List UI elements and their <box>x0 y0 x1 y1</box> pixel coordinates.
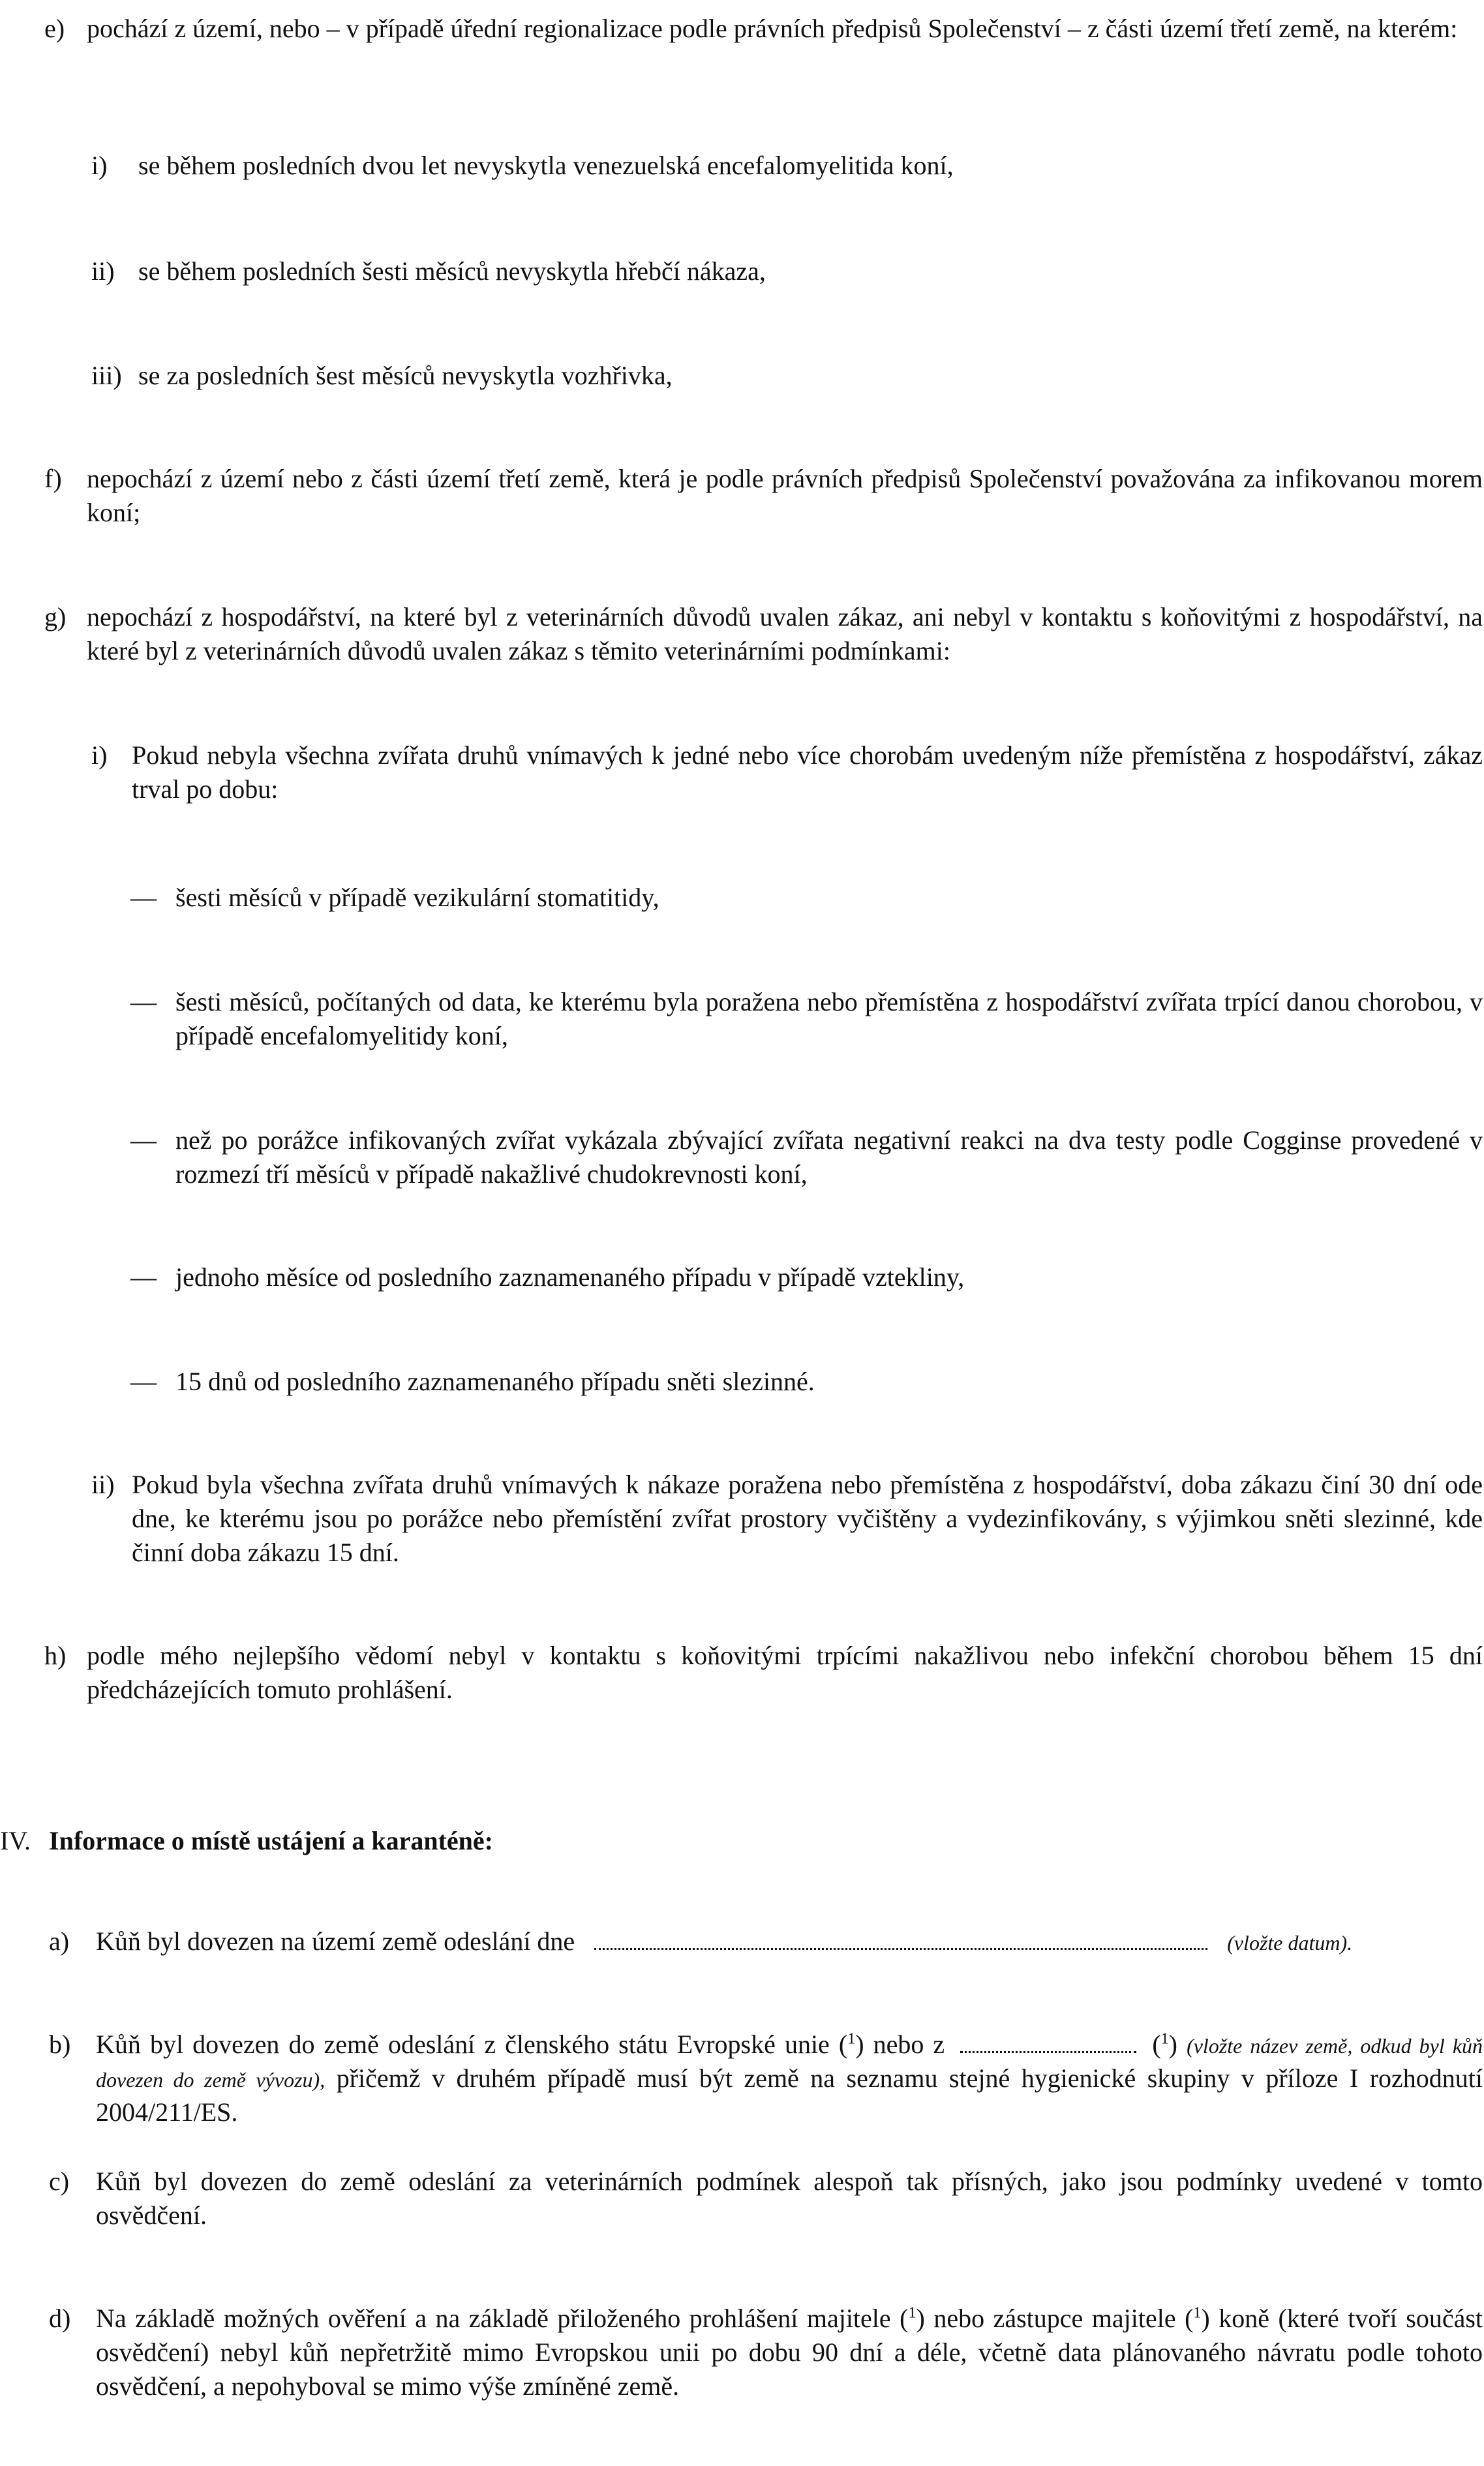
item-e-iii <box>91 359 1481 393</box>
item-h-label: h) <box>44 1641 67 1670</box>
item-g-text: nepochází z hospodářství, na které byl z veterinárních důvodů uvalen zákaz, ani nebyl v kontaktu s koňovitými z hospodářství, na které byl z veterinárních důvodů uvalen zákaz s těmito veterinárními podmínkami: <box>87 602 1483 665</box>
item-iv-a <box>49 1925 1483 1958</box>
bullet-text: 15 dnů od posledního zaznamenaného případu sněti slezinné. <box>175 1367 815 1396</box>
item-iv-b <box>49 2028 1483 2129</box>
item-e-ii-text: se během posledních šesti měsíců nevyskytla hřebčí nákaza, <box>138 256 766 286</box>
item-iv-a-text: Kůň byl dovezen na území země odeslání dne <box>96 1926 575 1956</box>
footnote-close: ) <box>1168 2030 1177 2059</box>
item-g-label: g) <box>44 602 67 632</box>
bullet-text: než po porážce infikovaných zvířat vykázala zbývající zvířata negativní reakci na dva testy podle Cogginse provedené v rozmezí tří měsíců v případě nakažlivé chudokrevnosti koní, <box>175 1125 1483 1189</box>
item-h <box>44 1639 1483 1707</box>
item-e-iii-label: iii) <box>91 361 122 390</box>
item-iv-d <box>49 2302 1483 2403</box>
item-f <box>44 462 1483 530</box>
bullet-text: šesti měsíců v případě vezikulární stomatitidy, <box>175 883 659 912</box>
bullet-item <box>130 1260 1483 1294</box>
item-f-label: f) <box>44 464 62 493</box>
footnote-ref: 1 <box>908 2304 916 2322</box>
item-g-ii-text: Pokud byla všechna zvířata druhů vnímavých k nákaze poražena nebo přemístěna z hospodářství, doba zákazu činí 30 dní ode dne, ke kterému jsou po porážce nebo přemístění zvířat prostory vyčištěny a vydezinfikovány, s výjimkou sněti slezinné, kde činní doba zákazu 15 dní. <box>132 1470 1483 1567</box>
item-iv-d-text <box>96 2302 1483 2403</box>
item-g-i <box>91 738 1483 806</box>
bullet-item <box>130 1365 1483 1399</box>
item-e-i <box>91 149 1481 183</box>
item-e <box>44 12 1483 46</box>
date-fill-line[interactable] <box>594 1928 1207 1950</box>
section-number: IV. <box>0 1826 31 1855</box>
dash-marker: — <box>130 1125 157 1155</box>
section-title: Informace o místě ustájení a karanténě: <box>49 1826 493 1855</box>
item-e-i-text: se během posledních dvou let nevyskytla venezuelská encefalomyelitida koní, <box>138 151 954 180</box>
item-g <box>44 600 1483 668</box>
bullet-text: šesti měsíců, počítaných od data, ke kterému byla poražena nebo přemístěna z hospodářství zvířata trpící danou chorobou, v případě encefalomyelitidy koní, <box>175 987 1483 1050</box>
footnote-ref: 1 <box>847 2030 856 2048</box>
item-iv-c-text: Kůň byl dovezen do země odeslání za veterinárních podmínek alespoň tak přísných, jako jsou podmínky uvedené v tomto osvědčení. <box>96 2167 1483 2230</box>
item-iv-b-text <box>96 2028 1483 2129</box>
item-iv-c <box>49 2165 1483 2232</box>
item-iv-b-label: b) <box>49 2030 71 2059</box>
bullet-item <box>130 881 1483 915</box>
item-iv-d-text-2: ) nebo zástupce majitele ( <box>916 2304 1194 2333</box>
item-iv-b-text-after: přičemž v druhém případě musí být země na seznamu stejné hygienické skupiny v příloze I rozhodnutí 2004/211/ES. <box>96 2063 1483 2127</box>
item-iv-d-text-1: Na základě možných ověření a na základě přiloženého prohlášení majitele ( <box>96 2304 909 2333</box>
dash-marker: — <box>130 1367 157 1396</box>
footnote-ref: 1 <box>1193 2304 1202 2322</box>
dash-marker: — <box>130 883 157 912</box>
dash-marker: — <box>130 1262 157 1292</box>
item-iv-d-text-3: ) koně (které tvoří součást osvědčení) nebyl kůň nepřetržitě mimo Evropskou unii po dobu 90 dní a déle, včetně data plánovaného návratu podle tohoto osvědčení, a nepohyboval se mimo výše zmíněné země. <box>96 2304 1483 2401</box>
item-g-ii <box>91 1468 1483 1570</box>
dash-marker: — <box>130 987 157 1016</box>
item-e-ii <box>91 254 1481 288</box>
item-e-label: e) <box>44 14 65 43</box>
item-iv-b-text-before: Kůň byl dovezen do země odeslání z členského státu Evropské unie ( <box>96 2030 848 2059</box>
item-g-i-text: Pokud nebyla všechna zvířata druhů vnímavých k jedné nebo více chorobám uvedeným níže přemístěna z hospodářství, zákaz trval po dobu: <box>132 740 1483 804</box>
bullet-text: jednoho měsíce od posledního zaznamenaného případu v případě vztekliny, <box>175 1262 965 1292</box>
item-e-iii-text: se za posledních šest měsíců nevyskytla vozhřivka, <box>138 361 673 390</box>
item-iv-b-text-mid: ) nebo z <box>855 2030 945 2059</box>
item-iv-a-line <box>96 1925 1483 1958</box>
item-iv-a-label: a) <box>49 1926 70 1956</box>
item-e-i-label: i) <box>91 151 108 180</box>
item-g-i-label: i) <box>91 740 108 770</box>
item-iv-c-label: c) <box>49 2167 70 2196</box>
item-iv-d-label: d) <box>49 2304 71 2333</box>
footnote-open: ( <box>1152 2030 1161 2059</box>
item-iv-a-hint: (vložte datum). <box>1227 1931 1353 1955</box>
item-h-text: podle mého nejlepšího vědomí nebyl v kontaktu s koňovitými trpícími nakažlivou nebo infekční chorobou během 15 dní předcházejících tomuto prohlášení. <box>87 1641 1483 1704</box>
bullet-item <box>130 1123 1483 1191</box>
item-g-ii-label: ii) <box>91 1470 115 1499</box>
item-e-text: pochází z území, nebo – v případě úřední regionalizace podle právních předpisů Společenství – z části území třetí země, na kterém: <box>87 14 1458 43</box>
item-e-ii-label: ii) <box>91 256 115 286</box>
item-iv-b-hint: (vložte název země, odkud byl kůň dovezen do země vývozu), <box>96 2034 1483 2092</box>
footnote-ref: 1 <box>1160 2030 1169 2048</box>
country-fill-line[interactable] <box>960 2032 1136 2053</box>
bullet-item <box>130 985 1483 1053</box>
item-f-text: nepochází z území nebo z části území třetí země, která je podle právních předpisů Společenství považována za infikovanou morem koní; <box>87 464 1483 527</box>
